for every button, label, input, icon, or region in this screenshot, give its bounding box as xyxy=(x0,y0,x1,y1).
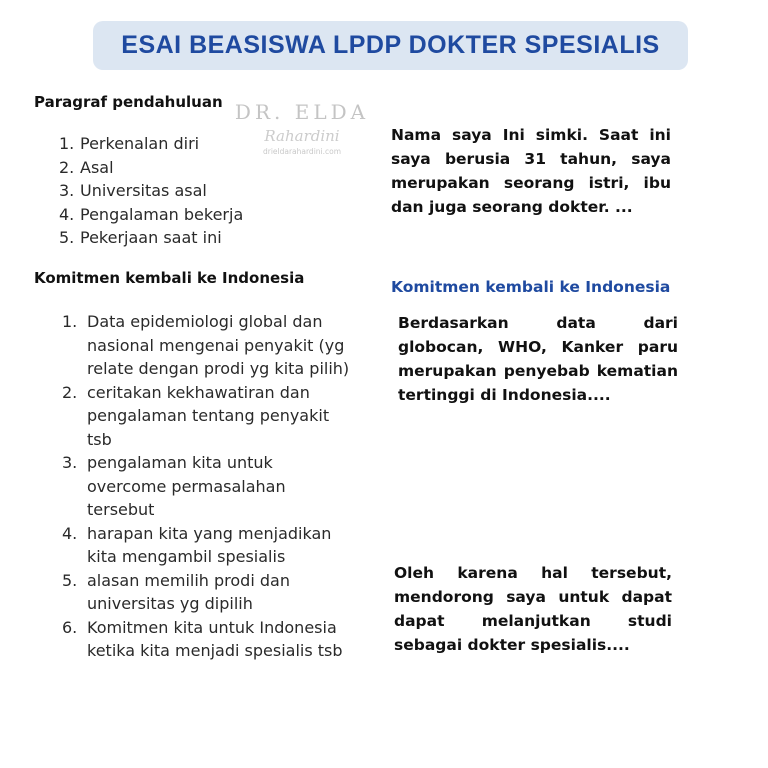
list-item: 6. Komitmen kita untuk Indonesia ketika kita menjadi spesialis tsb xyxy=(62,617,343,660)
list-item: 5. Pekerjaan saat ini xyxy=(59,228,222,247)
closing-paragraph: Oleh karena hal tersebut, mendorong saya untuk dapat dapat melanjutkan studi sebagai dokter spesialis.... xyxy=(394,564,672,654)
list-item: 4. harapan kita yang menjadikan kita mengambil spesialis xyxy=(62,523,332,566)
title-banner xyxy=(93,21,688,70)
intro-list xyxy=(59,132,279,250)
list-item: 2. Asal xyxy=(59,157,114,177)
watermark-url: drieldarahardini.com xyxy=(262,147,342,156)
list-item: 5. alasan memilih prodi dan universitas yg dipilih xyxy=(62,570,290,613)
list-item: 3. Universitas asal xyxy=(59,181,207,200)
commitment-paragraph: Berdasarkan data dari globocan, WHO, Kanker paru merupakan penyebab kematian tertinggi di Indonesia.... xyxy=(398,314,678,404)
commitment-heading: Komitmen kembali ke Indonesia xyxy=(34,269,305,287)
list-item: 3. pengalaman kita untuk overcome permasalahan tersebut xyxy=(62,453,286,519)
commitment-list xyxy=(62,310,357,663)
list-item: 1. Perkenalan diri xyxy=(59,134,200,153)
watermark-name: DR. ELDA xyxy=(234,100,370,124)
page-title: ESAI BEASISWA LPDP DOKTER SPESIALIS xyxy=(121,31,660,59)
watermark-script: Rahardini xyxy=(264,127,340,145)
list-item: 2. ceritakan kekhawatiran dan pengalaman tentang penyakit tsb xyxy=(62,382,330,449)
intro-paragraph: Nama saya Ini simki. Saat ini saya berusia 31 tahun, saya merupakan seorang istri, ibu dan juga seorang dokter. ... xyxy=(391,126,671,216)
list-item: 4. Pengalaman bekerja xyxy=(59,204,244,224)
list-item: 1. Data epidemiologi global dan nasional mengenai penyakit (yg relate dengan prodi yg kita pilih) xyxy=(62,312,350,378)
commitment-heading-right: Komitmen kembali ke Indonesia xyxy=(391,278,671,296)
intro-heading: Paragraf pendahuluan xyxy=(34,93,223,111)
